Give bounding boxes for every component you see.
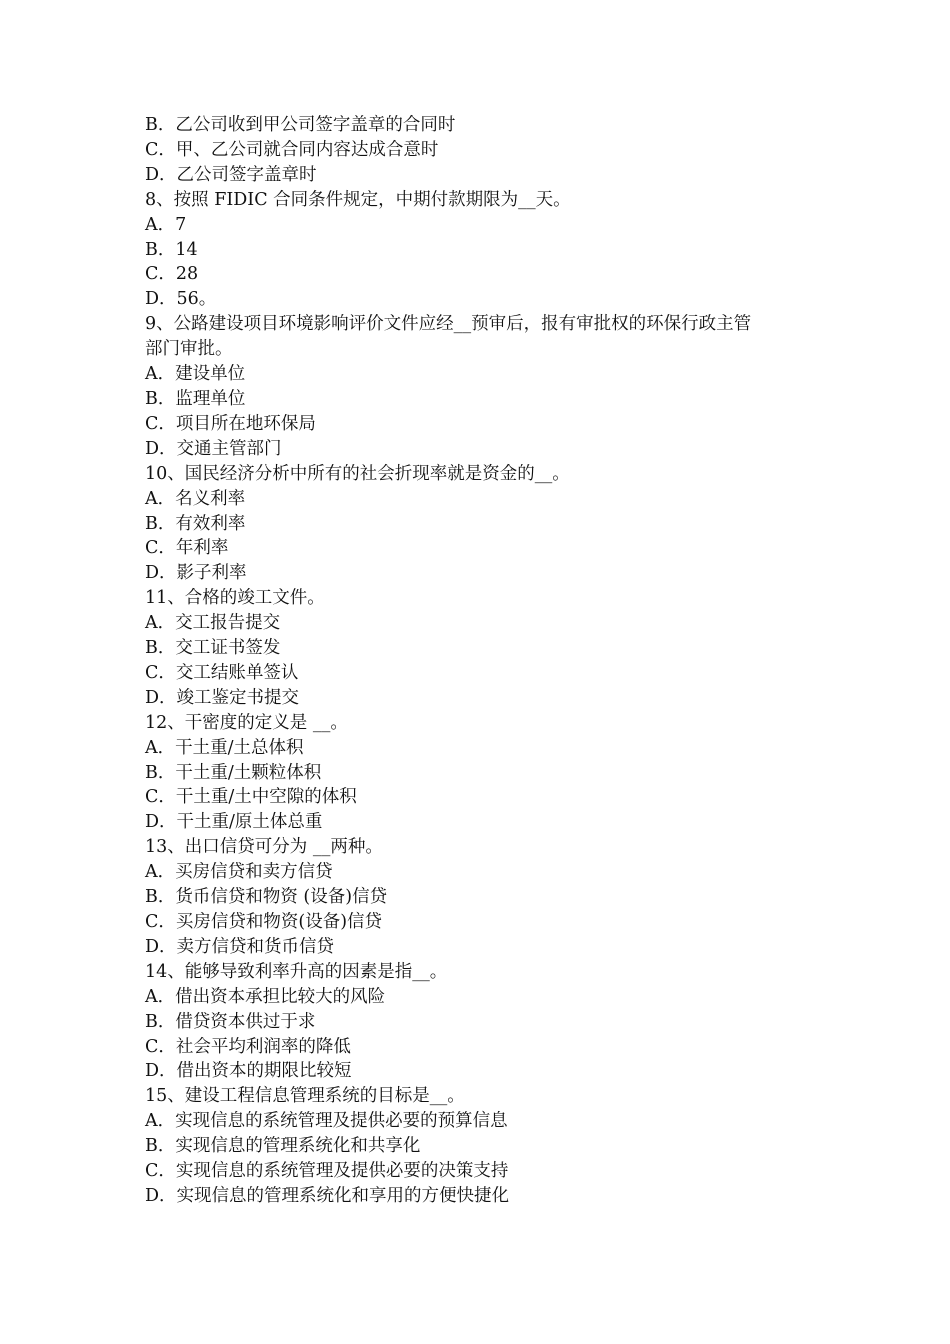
option-d-q12: D．干土重/原土体总重 — [145, 812, 323, 833]
option-c-q14: C．社会平均利润率的降低 — [145, 1036, 351, 1057]
question-8: 8、按照 FIDIC 合同条件规定，中期付款期限为__天。 — [145, 189, 571, 210]
option-d-q10: D．影子利率 — [145, 563, 247, 584]
question-13: 13、出口信贷可分为 __两种。 — [145, 837, 383, 858]
option-b-q15: B．实现信息的管理系统化和共享化 — [145, 1136, 421, 1157]
question-15: 15、建设工程信息管理系统的目标是__。 — [145, 1086, 465, 1107]
option-c-q8: C．28 — [145, 264, 199, 285]
option-a-q9: A．建设单位 — [145, 364, 246, 385]
question-11: 11、合格的竣工文件。 — [145, 588, 325, 609]
option-a-q12: A．干土重/土总体积 — [145, 737, 304, 758]
option-c-q12: C．干土重/土中空隙的体积 — [145, 787, 357, 808]
option-c-q13: C．买房信贷和物资(设备)信贷 — [145, 912, 383, 932]
option-d-q15: D．实现信息的管理系统化和享用的方便快捷化 — [145, 1185, 510, 1206]
option-a-q10: A．名义利率 — [145, 488, 246, 509]
option-b-q9: B．监理单位 — [145, 388, 246, 409]
option-d-q8: D．56。 — [145, 289, 217, 310]
option-a-q14: A．借出资本承担比较大的风险 — [145, 986, 386, 1007]
question-9-line-1: 9、公路建设项目环境影响评价文件应经__预审后，报有审批权的环保行政主管 — [145, 314, 752, 335]
option-b-q14: B．借贷资本供过于求 — [145, 1011, 316, 1032]
option-b-q12: B．干土重/土颗粒体积 — [145, 762, 322, 783]
option-b-q7: B．乙公司收到甲公司签字盖章的合同时 — [145, 115, 456, 135]
option-a-q11: A．交工报告提交 — [145, 613, 281, 634]
option-d-q7: D．乙公司签字盖章时 — [145, 164, 317, 185]
option-c-q11: C．交工结账单签认 — [145, 662, 299, 683]
option-b-q10: B．有效利率 — [145, 513, 246, 534]
option-d-q9: D．交通主管部门 — [145, 438, 282, 459]
option-b-q13: B．货币信贷和物资 (设备)信贷 — [145, 887, 388, 908]
option-d-q14: D．借出资本的期限比较短 — [145, 1061, 352, 1082]
option-c-q10: C．年利率 — [145, 538, 229, 559]
option-a-q8: A．7 — [145, 214, 187, 235]
option-b-q11: B．交工证书签发 — [145, 638, 281, 659]
option-c-q9: C．项目所在地环保局 — [145, 413, 316, 434]
question-9-line-2: 部门审批。 — [145, 339, 233, 360]
question-12: 12、干密度的定义是 __。 — [145, 712, 348, 733]
option-b-q8: B．14 — [145, 239, 198, 260]
document-page — [145, 113, 825, 1209]
option-c-q7: C．甲、乙公司就合同内容达成合意时 — [145, 139, 439, 160]
option-c-q15: C．实现信息的系统管理及提供必要的决策支持 — [145, 1161, 509, 1182]
option-d-q11: D．竣工鉴定书提交 — [145, 687, 300, 708]
option-a-q13: A．买房信贷和卖方信贷 — [145, 862, 333, 883]
question-14: 14、能够导致利率升高的因素是指__。 — [145, 961, 448, 982]
option-d-q13: D．卖方信贷和货币信贷 — [145, 936, 335, 957]
question-10: 10、国民经济分析中所有的社会折现率就是资金的__。 — [145, 463, 570, 484]
option-a-q15: A．实现信息的系统管理及提供必要的预算信息 — [145, 1111, 508, 1132]
